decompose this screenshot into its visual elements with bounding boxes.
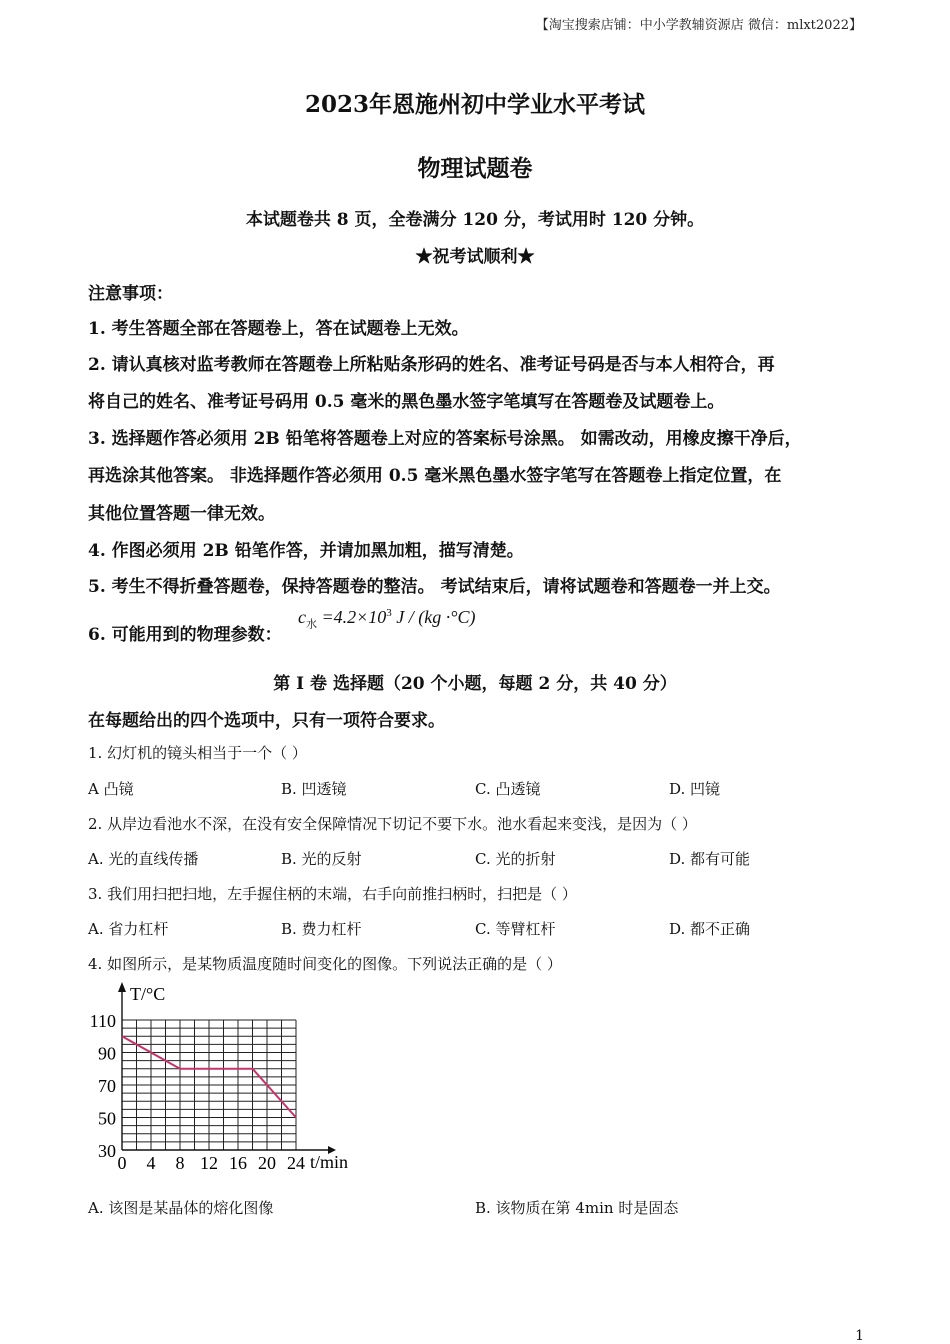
option-b: B. 凹透镜 — [281, 780, 347, 798]
option-c: C. 凸透镜 — [475, 780, 541, 798]
x-tick-label: 16 — [229, 1153, 247, 1173]
x-tick-label: 12 — [200, 1153, 218, 1173]
exam-info: 本试题卷共 8 页，全卷满分 120 分，考试用时 120 分钟。 — [245, 210, 705, 230]
question-stem: 3. 我们用扫把扫地，左手握住柄的末端，右手向前推扫柄时，扫把是（ ） — [88, 885, 577, 903]
option-d: D. 都不正确 — [669, 920, 751, 938]
note-item: 3. 选择题作答必须用 2B 铅笔将答题卷上对应的答案标号涂黑。 如需改动，用橡皮擦干净后， — [88, 429, 802, 449]
option-b: B. 该物质在第 4min 时是固态 — [475, 1199, 679, 1217]
question-stem: 4. 如图所示，是某物质温度随时间变化的图像。下列说法正确的是（ ） — [88, 955, 562, 973]
question-stem: 2. 从岸边看池水不深，在没有安全保障情况下切记不要下水。池水看起来变浅，是因为（ ） — [88, 815, 697, 833]
y-tick-label: 90 — [98, 1043, 116, 1064]
option-d: D. 凹镜 — [669, 780, 721, 798]
note-item: 其他位置答题一律无效。 — [88, 504, 275, 524]
x-axis-label: t/min — [310, 1152, 349, 1172]
page-number: 1 — [855, 1328, 864, 1344]
note-item: 再选涂其他答案。 非选择题作答必须用 0.5 毫米黑色墨水签字笔写在答题卷上指定位置，在 — [88, 466, 782, 486]
y-tick-label: 30 — [98, 1141, 116, 1161]
option-b: B. 费力杠杆 — [281, 920, 362, 938]
section-title: 第 I 卷 选择题（20 个小题，每题 2 分，共 40 分） — [273, 674, 677, 694]
x-tick-label: 20 — [258, 1153, 276, 1173]
note-item-6 — [88, 620, 282, 645]
option-a: A 凸镜 — [88, 780, 134, 798]
x-tick-label: 24 — [287, 1153, 305, 1173]
specific-heat-formula: $c_水 =4.2\times 10^3$ J / (kg ·°C) — [298, 607, 476, 631]
x-tick-label: 0 — [117, 1153, 127, 1173]
temperature-time-chart — [84, 978, 374, 1178]
y-tick-label: 50 — [98, 1108, 116, 1129]
note-item: 5. 考生不得折叠答题卷，保持答题卷的整洁。 考试结束后，请将试题卷和答题卷一并上交。 — [88, 577, 781, 597]
note-item: 2. 请认真核对监考教师在答题卷上所粘贴条形码的姓名、准考证号码是否与本人相符合，再 — [88, 355, 775, 375]
option-b: B. 光的反射 — [281, 850, 362, 868]
section-instruction: 在每题给出的四个选项中，只有一项符合要求。 — [88, 711, 445, 731]
y-tick-label: 110 — [89, 1011, 116, 1031]
option-a: A. 该图是某晶体的熔化图像 — [88, 1199, 274, 1217]
exam-title: 2023年恩施州初中学业水平考试 — [304, 91, 645, 118]
note6-label: 6. 可能用到的物理参数： — [88, 625, 282, 645]
exam-subtitle: 物理试题卷 — [417, 155, 533, 182]
note-item: 1. 考生答题全部在答题卷上，答在试题卷上无效。 — [88, 319, 469, 339]
note-item: 4. 作图必须用 2B 铅笔作答，并请加黑加粗，描写清楚。 — [88, 541, 524, 561]
option-c: C. 光的折射 — [475, 850, 556, 868]
note-item: 将自己的姓名、准考证号码用 0.5 毫米的黑色墨水签字笔填写在答题卷及试题卷上。 — [88, 392, 725, 412]
question-stem: 1. 幻灯机的镜头相当于一个（ ） — [88, 744, 307, 762]
x-tick-label: 4 — [146, 1153, 156, 1173]
y-axis-label: T/°C — [130, 984, 166, 1004]
option-d: D. 都有可能 — [669, 850, 751, 868]
y-axis-arrow — [118, 982, 126, 992]
notes-heading: 注意事项： — [88, 284, 173, 304]
option-c: C. 等臂杠杆 — [475, 920, 556, 938]
x-tick-label: 8 — [175, 1153, 185, 1173]
y-tick-label: 70 — [98, 1076, 116, 1096]
wish-line: ★祝考试顺利★ — [415, 247, 535, 267]
header-note: 【淘宝搜索店铺：中小学教辅资源店 微信：mlxt2022】 — [535, 18, 862, 33]
option-a: A. 省力杠杆 — [88, 920, 169, 938]
option-a: A. 光的直线传播 — [88, 850, 199, 868]
